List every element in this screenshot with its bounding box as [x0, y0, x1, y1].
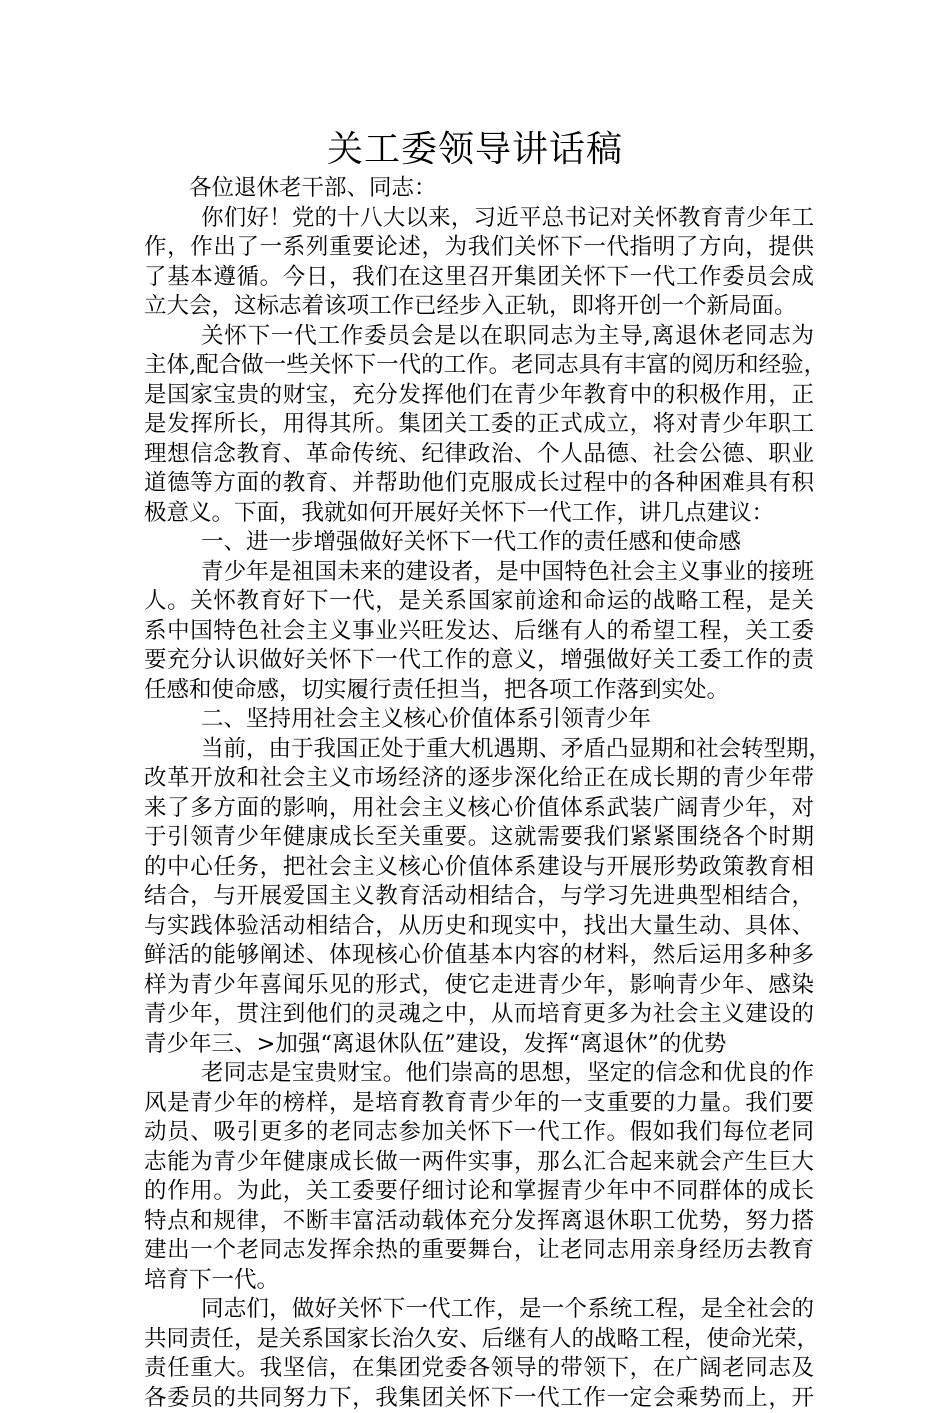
text-line: 系中国特色社会主义事业兴旺发达、后继有人的希望工程，关工委	[144, 617, 814, 647]
section-heading: 一、进一步增强做好关怀下一代工作的责任感和使命感	[144, 528, 814, 558]
text-line: 培育下一代。	[144, 1266, 814, 1296]
text-line: 人。关怀教育好下一代，是关系国家前途和命运的战略工程，是关	[144, 587, 814, 617]
text-line: 特点和规律，不断丰富活动载体充分发挥离退休职工优势，努力搭	[144, 1207, 814, 1237]
text-line: 共同责任，是关系国家长治久安、后继有人的战略工程，使命光荣，	[144, 1325, 814, 1355]
text-line: 的中心任务，把社会主义核心价值体系建设与开展形势政策教育相	[144, 853, 814, 883]
text-line: 结合，与开展爱国主义教育活动相结合，与学习先进典型相结合，	[144, 882, 814, 912]
text-line: 动员、吸引更多的老同志参加关怀下一代工作。假如我们每位老同	[144, 1118, 814, 1148]
document-title: 关工委领导讲话稿	[0, 128, 950, 172]
text-line: 极意义。下面，我就如何开展好关怀下一代工作，讲几点建议：	[144, 499, 814, 529]
text-line: 当前，由于我国正处于重大机遇期、矛盾凸显期和社会转型期，	[144, 735, 814, 765]
text-line: 同志们，做好关怀下一代工作，是一个系统工程，是全社会的	[144, 1295, 814, 1325]
text-line: 青少年三、>加强“离退休队伍”建设，发挥“离退休”的优势	[144, 1030, 814, 1060]
text-line: 要充分认识做好关怀下一代工作的意义，增强做好关工委工作的责	[144, 646, 814, 676]
greeting-line: 各位退休老干部、同志：	[144, 174, 814, 204]
text-line: 志能为青少年健康成长做一两件实事，那么汇合起来就会产生巨大	[144, 1148, 814, 1178]
text-line: 各委员的共同努力下，我集团关怀下一代工作一定会乘势而上，开	[144, 1384, 814, 1413]
text-line: 关怀下一代工作委员会是以在职同志为主导,离退休老同志为	[144, 322, 814, 352]
text-line: 与实践体验活动相结合，从历史和现实中，找出大量生动、具体、	[144, 912, 814, 942]
text-line: 立大会，这标志着该项工作已经步入正轨，即将开创一个新局面。	[144, 292, 814, 322]
text-line: 主体,配合做一些关怀下一代的工作。老同志具有丰富的阅历和经验，	[144, 351, 814, 381]
text-line: 鲜活的能够阐述、体现核心价值基本内容的材料，然后运用多种多	[144, 941, 814, 971]
text-line: 是国家宝贵的财宝，充分发挥他们在青少年教育中的积极作用，正	[144, 381, 814, 411]
text-line: 老同志是宝贵财宝。他们崇高的思想，坚定的信念和优良的作	[144, 1059, 814, 1089]
text-line: 理想信念教育、革命传统、纪律政治、个人品德、社会公德、职业	[144, 440, 814, 470]
text-line: 青少年，贯注到他们的灵魂之中，从而培育更多为社会主义建设的	[144, 1000, 814, 1030]
text-line: 责任重大。我坚信，在集团党委各领导的带领下，在广阔老同志及	[144, 1354, 814, 1384]
text-line: 作，作出了一系列重要论述，为我们关怀下一代指明了方向，提供	[144, 233, 814, 263]
text-line: 了基本遵循。今日，我们在这里召开集团关怀下一代工作委员会成	[144, 263, 814, 293]
text-line: 道德等方面的教育、并帮助他们克服成长过程中的各种困难具有积	[144, 469, 814, 499]
text-line: 青少年是祖国未来的建设者，是中国特色社会主义事业的接班	[144, 558, 814, 588]
text-line: 的作用。为此，关工委要仔细讨论和掌握青少年中不同群体的成长	[144, 1177, 814, 1207]
text-line: 建出一个老同志发挥余热的重要舞台，让老同志用亲身经历去教育	[144, 1236, 814, 1266]
text-line: 你们好！党的十八大以来，习近平总书记对关怀教育青少年工	[144, 204, 814, 234]
text-line: 改革开放和社会主义市场经济的逐步深化给正在成长期的青少年带	[144, 764, 814, 794]
section-heading: 二、坚持用社会主义核心价值体系引领青少年	[144, 705, 814, 735]
document-body	[144, 174, 814, 1413]
text-line: 是发挥所长，用得其所。集团关工委的正式成立，将对青少年职工	[144, 410, 814, 440]
text-line: 来了多方面的影响，用社会主义核心价值体系武装广阔青少年，对	[144, 794, 814, 824]
text-line: 风是青少年的榜样，是培育教育青少年的一支重要的力量。我们要	[144, 1089, 814, 1119]
text-line: 任感和使命感，切实履行责任担当，把各项工作落到实处。	[144, 676, 814, 706]
text-line: 于引领青少年健康成长至关重要。这就需要我们紧紧围绕各个时期	[144, 823, 814, 853]
text-line: 样为青少年喜闻乐见的形式，使它走进青少年，影响青少年、感染	[144, 971, 814, 1001]
